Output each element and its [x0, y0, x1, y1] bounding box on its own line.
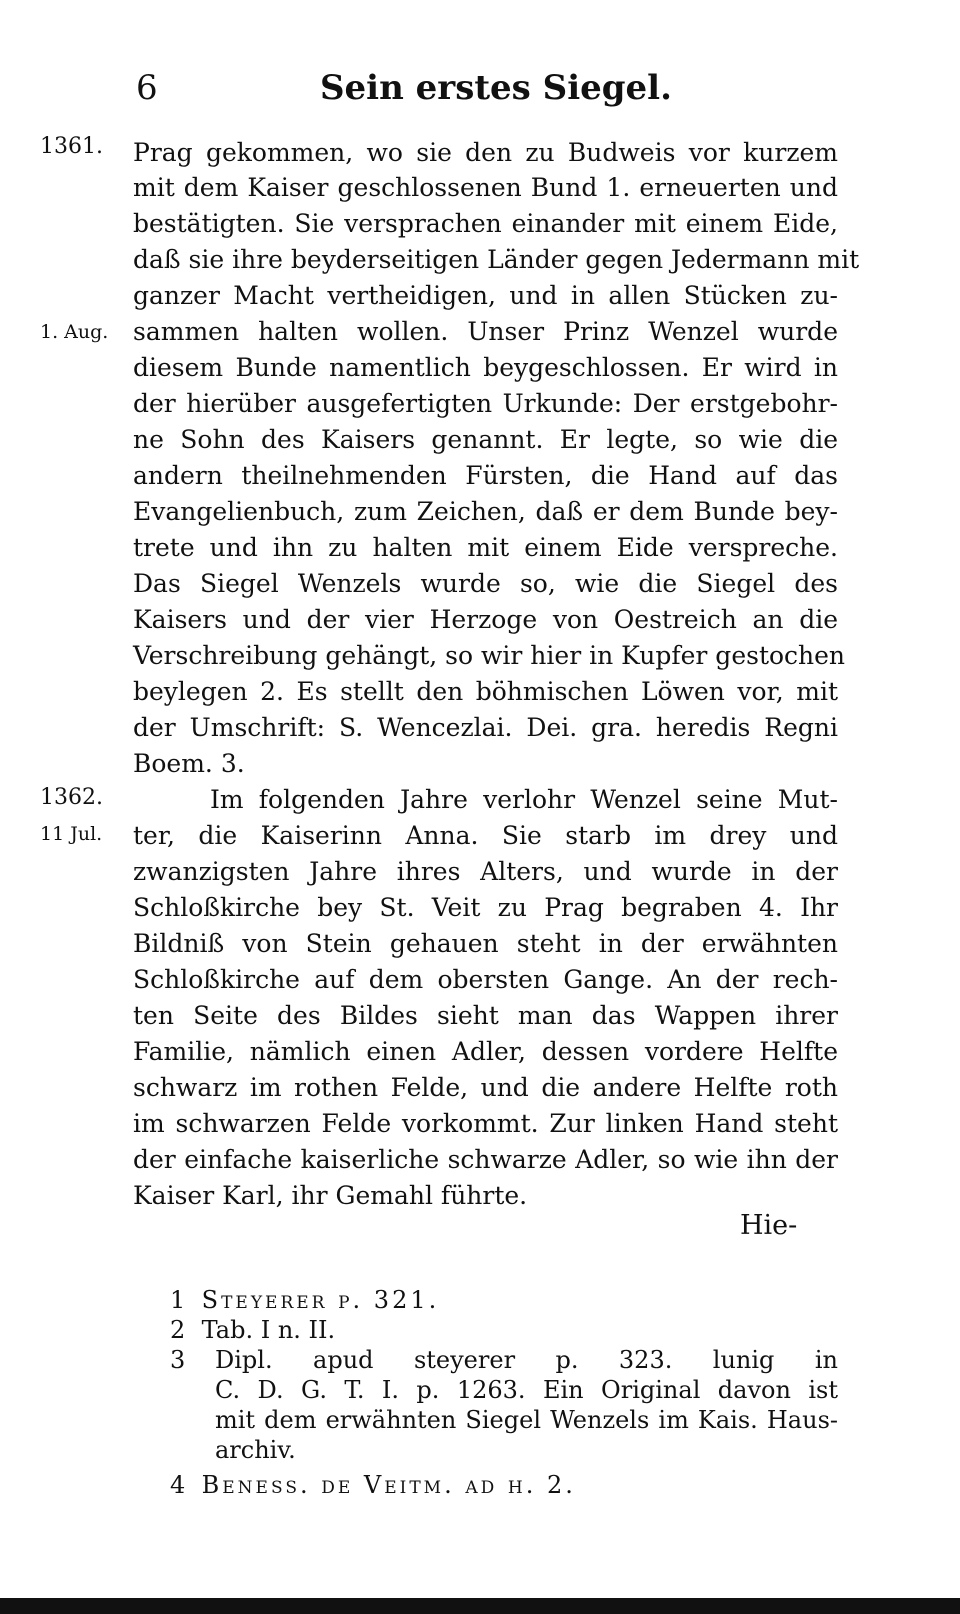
margin-date-jul-11: 11 Jul. [40, 823, 103, 845]
footnote-text: Steyerer p. 321. [201, 1286, 440, 1314]
footnote-number: 3 [170, 1346, 186, 1374]
body-line: diesem Bunde namentlich beygeschlossen. Er wird in [133, 353, 838, 382]
body-line: Kaiser Karl, ihr Gemahl führte. [133, 1181, 528, 1210]
body-line: Familie, nämlich einen Adler, dessen vordere Helfte [133, 1037, 838, 1066]
body-line: Das Siegel Wenzels wurde so, wie die Siegel des [133, 569, 838, 598]
body-line: Im folgenden Jahre verlohr Wenzel seine Mut- [210, 785, 838, 814]
body-line: Boem. 3. [133, 749, 245, 778]
body-line: daß sie ihre beyderseitigen Länder gegen Jedermann mit [133, 245, 860, 274]
body-line: ne Sohn des Kaisers genannt. Er legte, so wie die [133, 425, 838, 454]
body-line: ten Seite des Bildes sieht man das Wappen ihrer [133, 1001, 838, 1030]
margin-date-aug-1: 1. Aug. [40, 321, 109, 343]
body-line: bestätigten. Sie versprachen einander mit einem Eide, [133, 209, 838, 238]
body-line: Evangelienbuch, zum Zeichen, daß er dem Bunde bey- [133, 497, 838, 526]
body-line: Verschreibung gehängt, so wir hier in Kupfer gestochen [133, 641, 846, 670]
running-title: Sein erstes Siegel. [320, 68, 672, 108]
page-number: 6 [136, 68, 158, 108]
footnote-3-line-1: Dipl. apud steyerer p. 323. lunig in [215, 1346, 838, 1374]
footnote-3-line-4: archiv. [215, 1436, 296, 1464]
footnote-number: 1 [170, 1286, 186, 1314]
body-line: Schloßkirche auf dem obersten Gange. An der rech- [133, 965, 838, 994]
body-line: Kaisers und der vier Herzoge von Oestreich an die [133, 605, 838, 634]
body-line: trete und ihn zu halten mit einem Eide verspreche. [133, 533, 838, 562]
page-bottom-edge [0, 1598, 960, 1614]
body-line: schwarz im rothen Felde, und die andere Helfte roth [133, 1073, 838, 1102]
footnote-3 [170, 1345, 194, 1375]
page-header [0, 68, 960, 118]
body-line: sammen halten wollen. Unser Prinz Wenzel wurde [133, 317, 838, 346]
body-line: der hierüber ausgefertigten Urkunde: Der erstgebohr- [133, 389, 838, 418]
body-line: Prag gekommen, wo sie den zu Budweis vor kurzem [133, 138, 838, 167]
body-line: ter, die Kaiserinn Anna. Sie starb im drey und [133, 821, 838, 850]
body-line: Schloßkirche bey St. Veit zu Prag begraben 4. Ihr [133, 893, 838, 922]
body-line: ganzer Macht vertheidigen, und in allen Stücken zu- [133, 281, 838, 310]
body-line: der einfache kaiserliche schwarze Adler, so wie ihn der [133, 1145, 838, 1174]
margin-year-1362: 1362. [40, 785, 103, 810]
body-line: mit dem Kaiser geschlossenen Bund 1. erneuerten und [133, 173, 838, 202]
body-line: andern theilnehmenden Fürsten, die Hand auf das [133, 461, 838, 490]
footnote-4 [170, 1470, 576, 1500]
footnote-3-line-2: C. D. G. T. I. p. 1263. Ein Original davon ist [215, 1376, 838, 1404]
footnote-text: Tab. I n. II. [201, 1316, 336, 1344]
body-line: zwanzigsten Jahre ihres Alters, und wurde in der [133, 857, 838, 886]
footnote-text: Beness. de Veitm. ad h. 2. [201, 1471, 576, 1499]
footnote-2 [170, 1315, 335, 1345]
catchword: Hie- [740, 1210, 798, 1241]
margin-year-1361: 1361. [40, 134, 103, 159]
body-line: im schwarzen Felde vorkommt. Zur linken Hand steht [133, 1109, 838, 1138]
footnote-1 [170, 1285, 439, 1315]
body-line: beylegen 2. Es stellt den böhmischen Löwen vor, mit [133, 677, 838, 706]
footnote-3-line-3: mit dem erwähnten Siegel Wenzels im Kais. Haus- [215, 1406, 838, 1434]
body-line: Bildniß von Stein gehauen steht in der erwähnten [133, 929, 838, 958]
footnote-number: 4 [170, 1471, 186, 1499]
body-line: der Umschrift: S. Wencezlai. Dei. gra. heredis Regni [133, 713, 838, 742]
footnote-number: 2 [170, 1316, 186, 1344]
